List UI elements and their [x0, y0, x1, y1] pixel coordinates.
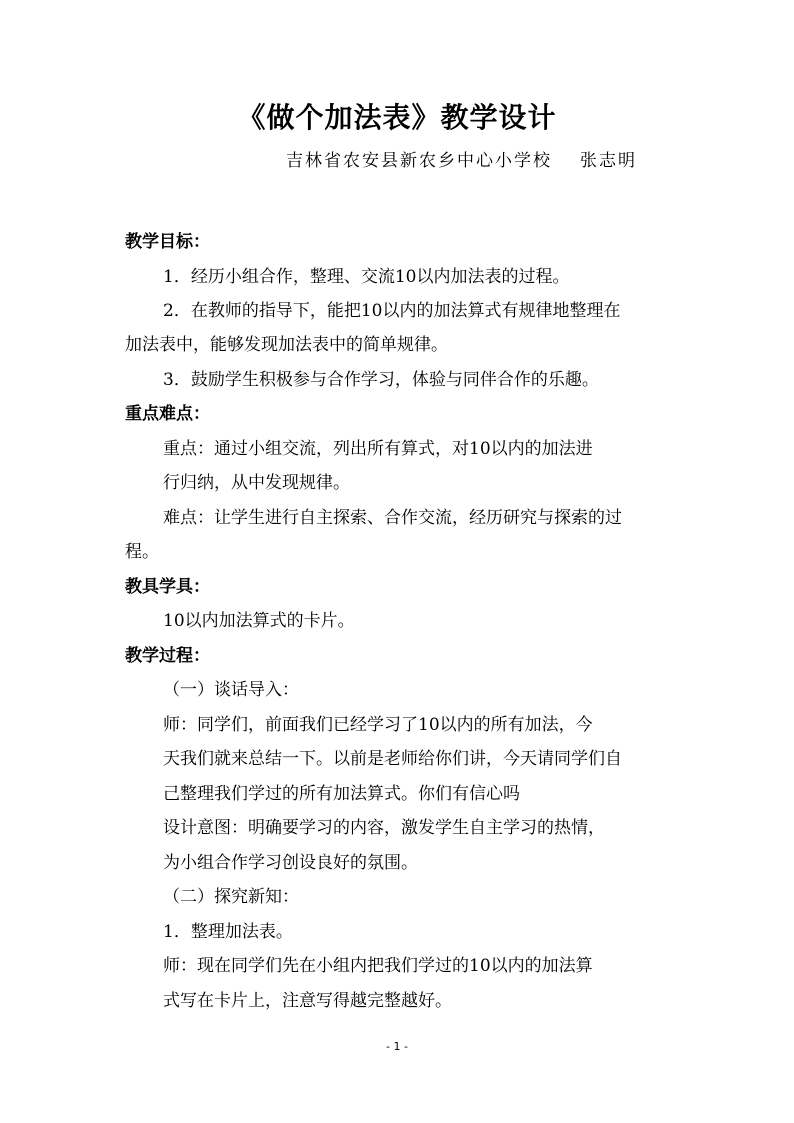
- objective-3: 3．鼓励学生积极参与合作学习，体验与同伴合作的乐趣。: [163, 370, 599, 390]
- document-title: 《做个加法表》教学设计: [237, 101, 557, 134]
- key-points-heading: 重点难点：: [125, 404, 210, 424]
- objectives-heading: 教学目标：: [125, 232, 210, 252]
- step-1-line-1: 师：同学们，前面我们已经学习了10以内的所有加法，今: [163, 715, 593, 735]
- step-2-line-1: 师：现在同学们先在小组内把我们学过的10以内的加法算: [163, 956, 593, 976]
- design-intent-line-1: 设计意图：明确要学习的内容，激发学生自主学习的热情，: [163, 818, 605, 838]
- materials-heading: 教具学具：: [125, 577, 210, 597]
- author-school: 吉林省农安县新农乡中心小学校: [286, 151, 552, 171]
- key-point-line-2: 行归纳，从中发现规律。: [163, 473, 350, 493]
- design-intent-line-2: 为小组合作学习创设良好的氛围。: [163, 853, 418, 873]
- step-2-line-2: 式写在卡片上，注意写得越完整越好。: [163, 991, 452, 1011]
- step-1-line-3: 己整理我们学过的所有加法算式。你们有信心吗: [163, 784, 520, 804]
- step-1-title: （一）谈话导入：: [163, 680, 299, 700]
- key-point-line-1: 重点：通过小组交流，列出所有算式，对10以内的加法进: [163, 439, 593, 459]
- objective-2-line-2: 加法表中，能够发现加法表中的简单规律。: [125, 335, 448, 355]
- step-1-line-2: 天我们就来总结一下。以前是老师给你们讲，今天请同学们自: [163, 749, 622, 769]
- author-name: 张志明: [580, 151, 637, 171]
- objective-2-line-1: 2．在教师的指导下，能把10以内的加法算式有规律地整理在: [163, 301, 621, 321]
- step-2-title: （二）探究新知：: [163, 887, 299, 907]
- page-number: - 1 -: [386, 1040, 408, 1053]
- author-line: [286, 146, 637, 171]
- materials-text: 10以内加法算式的卡片。: [163, 611, 355, 631]
- difficulty-line-1: 难点：让学生进行自主探索、合作交流，经历研究与探索的过: [163, 508, 622, 528]
- step-2-item: 1．整理加法表。: [163, 922, 293, 942]
- objective-1: 1．经历小组合作，整理、交流10以内加法表的过程。: [163, 267, 570, 287]
- difficulty-line-2: 程。: [125, 542, 159, 562]
- process-heading: 教学过程：: [125, 646, 210, 666]
